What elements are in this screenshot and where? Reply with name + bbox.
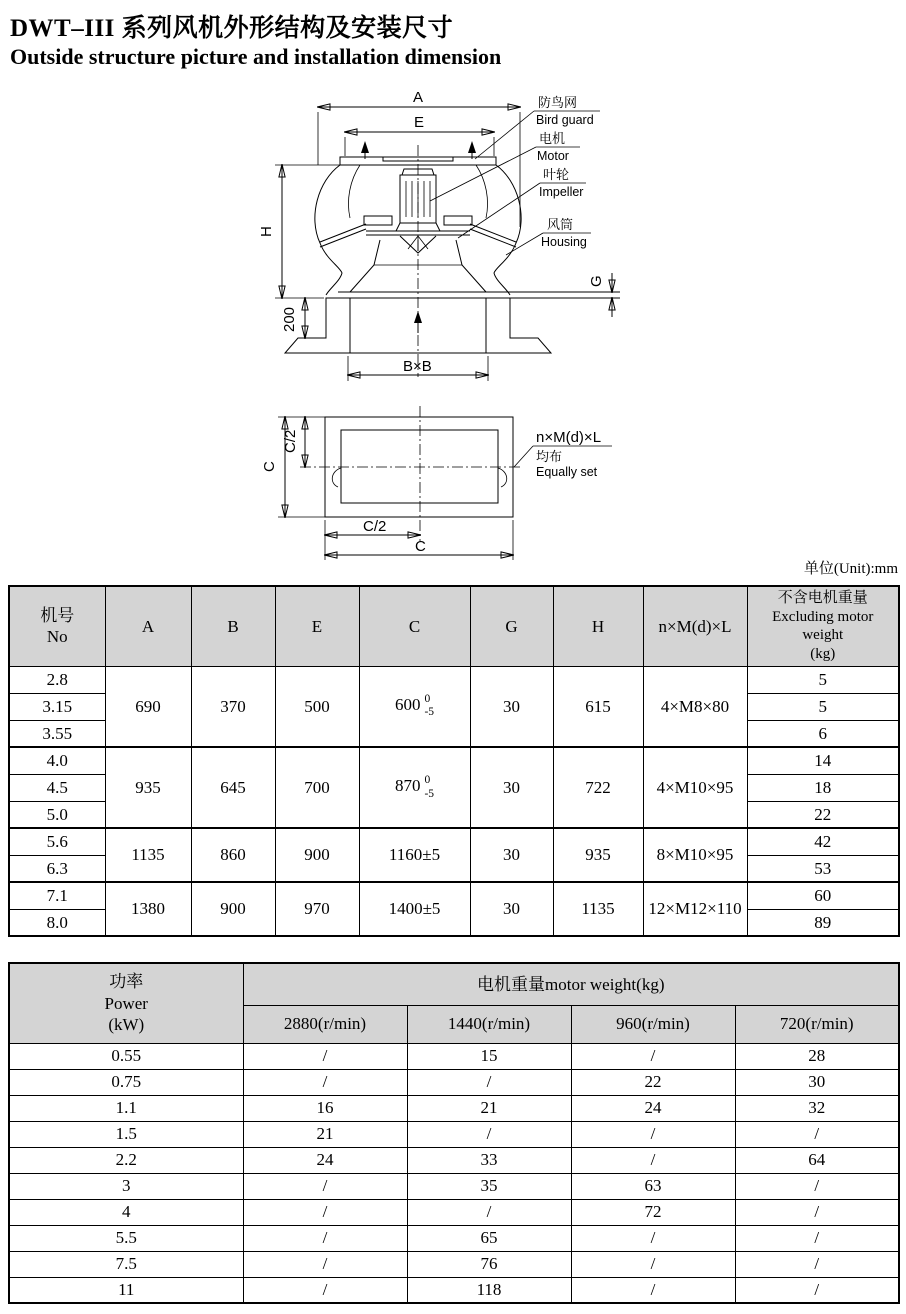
cell-e: 900 bbox=[275, 828, 359, 882]
cell-weight: 89 bbox=[747, 909, 899, 936]
header-power-en: Power bbox=[104, 993, 148, 1013]
fan-cross-section-drawing bbox=[250, 85, 650, 400]
cell-bolts: 4×M10×95 bbox=[643, 747, 747, 828]
header-fan-no-zh: 机号 bbox=[40, 606, 75, 625]
dim-label-C-bottom: C bbox=[415, 538, 426, 555]
dimension-table bbox=[8, 585, 900, 937]
header-power-zh: 功率 bbox=[109, 972, 144, 992]
cell-a: 935 bbox=[105, 747, 191, 828]
cell-fan-no: 3.15 bbox=[9, 693, 105, 720]
bolt-note-zh: 均布 bbox=[536, 449, 563, 464]
cell-weight: 5 bbox=[747, 666, 899, 693]
cell-b: 900 bbox=[191, 882, 275, 936]
cell-a: 690 bbox=[105, 666, 191, 747]
cell-fan-no: 6.3 bbox=[9, 855, 105, 882]
header-motor-weight: 电机重量motor weight(kg) bbox=[243, 963, 899, 1005]
cell-motor-weight-0: / bbox=[243, 1199, 407, 1225]
cell-h: 935 bbox=[553, 828, 643, 882]
motor-weight-row bbox=[9, 1069, 899, 1095]
cell-motor-weight-0: / bbox=[243, 1225, 407, 1251]
header-bolts: n×M(d)×L bbox=[643, 586, 747, 666]
housing-left-outline bbox=[315, 165, 342, 295]
cell-c: 600 0 -5 bbox=[359, 666, 470, 747]
dimension-table-row bbox=[9, 882, 899, 909]
motor-weight-row bbox=[9, 1199, 899, 1225]
cell-a: 1135 bbox=[105, 828, 191, 882]
cell-bolts: 4×M8×80 bbox=[643, 666, 747, 747]
header-fan-no-en: No bbox=[46, 627, 68, 647]
cell-motor-weight-3: / bbox=[735, 1199, 899, 1225]
cell-motor-weight-1: 15 bbox=[407, 1043, 571, 1069]
cell-power: 11 bbox=[9, 1277, 243, 1303]
cell-g: 30 bbox=[470, 828, 553, 882]
unit-note: 单位(Unit):mm bbox=[803, 561, 898, 577]
cell-b: 370 bbox=[191, 666, 275, 747]
cell-c: 870 0 -5 bbox=[359, 747, 470, 828]
label-bird-guard-zh: 防鸟网 bbox=[538, 95, 578, 110]
label-motor-zh: 电机 bbox=[539, 131, 566, 146]
dim-label-E: E bbox=[414, 114, 425, 131]
header-power-unit: (kW) bbox=[108, 1014, 145, 1034]
cell-fan-no: 4.5 bbox=[9, 774, 105, 801]
cell-motor-weight-3: / bbox=[735, 1251, 899, 1277]
header-weight-en2: weight bbox=[802, 627, 844, 644]
cell-c: 1160±5 bbox=[359, 828, 470, 882]
cell-power: 7.5 bbox=[9, 1251, 243, 1277]
cell-motor-weight-1: / bbox=[407, 1121, 571, 1147]
header-speed-1440: 1440(r/min) bbox=[407, 1005, 571, 1043]
cell-motor-weight-0: 21 bbox=[243, 1121, 407, 1147]
dimension-table-row bbox=[9, 666, 899, 693]
cell-motor-weight-2: / bbox=[571, 1147, 735, 1173]
cell-power: 0.55 bbox=[9, 1043, 243, 1069]
cell-weight: 60 bbox=[747, 882, 899, 909]
label-impeller-zh: 叶轮 bbox=[543, 167, 570, 182]
airflow-arrow-right bbox=[468, 141, 476, 153]
dim-label-200: 200 bbox=[281, 306, 298, 332]
cell-motor-weight-1: / bbox=[407, 1199, 571, 1225]
cell-g: 30 bbox=[470, 747, 553, 828]
cell-fan-no: 4.0 bbox=[9, 747, 105, 774]
cell-motor-weight-1: 76 bbox=[407, 1251, 571, 1277]
cell-e: 970 bbox=[275, 882, 359, 936]
cell-h: 1135 bbox=[553, 882, 643, 936]
motor-weight-row bbox=[9, 1147, 899, 1173]
cell-weight: 14 bbox=[747, 747, 899, 774]
dimension-table-row bbox=[9, 747, 899, 774]
cell-motor-weight-1: 35 bbox=[407, 1173, 571, 1199]
cell-bolts: 8×M10×95 bbox=[643, 828, 747, 882]
cell-g: 30 bbox=[470, 666, 553, 747]
cell-motor-weight-2: 72 bbox=[571, 1199, 735, 1225]
cell-motor-weight-1: 65 bbox=[407, 1225, 571, 1251]
housing-left-inner bbox=[348, 165, 360, 218]
cell-motor-weight-0: 16 bbox=[243, 1095, 407, 1121]
housing-right-outline bbox=[494, 165, 521, 295]
header-fan-no bbox=[9, 586, 105, 666]
label-impeller-en: Impeller bbox=[539, 185, 584, 199]
motor-weight-row bbox=[9, 1121, 899, 1147]
header-A: A bbox=[105, 586, 191, 666]
cell-motor-weight-2: / bbox=[571, 1251, 735, 1277]
motor-weight-table bbox=[8, 962, 900, 1304]
cell-weight: 22 bbox=[747, 801, 899, 828]
header-weight bbox=[747, 586, 899, 666]
dimension-table-body bbox=[9, 666, 899, 936]
motor-weight-row bbox=[9, 1225, 899, 1251]
cell-motor-weight-0: 24 bbox=[243, 1147, 407, 1173]
header-H: H bbox=[553, 586, 643, 666]
base-plan-drawing bbox=[260, 400, 620, 585]
base-plan-svg bbox=[260, 400, 620, 580]
dimension-table-header-row bbox=[9, 586, 899, 666]
break-hook-left bbox=[332, 468, 341, 487]
cell-power: 0.75 bbox=[9, 1069, 243, 1095]
cell-motor-weight-3: 64 bbox=[735, 1147, 899, 1173]
cell-c: 1400±5 bbox=[359, 882, 470, 936]
dim-label-C2-bottom: C/2 bbox=[363, 518, 387, 535]
cell-fan-no: 7.1 bbox=[9, 882, 105, 909]
cell-motor-weight-3: / bbox=[735, 1173, 899, 1199]
cell-weight: 5 bbox=[747, 693, 899, 720]
fan-cross-section-svg bbox=[250, 85, 650, 395]
cell-motor-weight-0: / bbox=[243, 1277, 407, 1303]
header-speed-720: 720(r/min) bbox=[735, 1005, 899, 1043]
cell-power: 2.2 bbox=[9, 1147, 243, 1173]
cell-motor-weight-2: / bbox=[571, 1121, 735, 1147]
cell-motor-weight-3: 32 bbox=[735, 1095, 899, 1121]
cell-motor-weight-1: 21 bbox=[407, 1095, 571, 1121]
cell-motor-weight-2: / bbox=[571, 1277, 735, 1303]
cell-motor-weight-2: / bbox=[571, 1043, 735, 1069]
cell-fan-no: 3.55 bbox=[9, 720, 105, 747]
cell-motor-weight-1: 33 bbox=[407, 1147, 571, 1173]
cell-motor-weight-2: 24 bbox=[571, 1095, 735, 1121]
cell-motor-weight-2: 63 bbox=[571, 1173, 735, 1199]
cell-motor-weight-1: / bbox=[407, 1069, 571, 1095]
left-bracket bbox=[364, 216, 392, 225]
tolerance-stack: 0 -5 bbox=[424, 693, 435, 719]
dim-label-C2-left: C/2 bbox=[282, 429, 299, 453]
dim-label-BxB: B×B bbox=[403, 358, 432, 375]
cell-h: 615 bbox=[553, 666, 643, 747]
base-right-column bbox=[486, 298, 551, 353]
cell-motor-weight-2: / bbox=[571, 1225, 735, 1251]
dimension-table-row bbox=[9, 828, 899, 855]
page-title-en: Outside structure picture and installation dimension bbox=[10, 44, 502, 69]
break-hook-right bbox=[498, 468, 507, 487]
motor-weight-row bbox=[9, 1095, 899, 1121]
cell-power: 1.1 bbox=[9, 1095, 243, 1121]
cell-motor-weight-0: / bbox=[243, 1251, 407, 1277]
cell-weight: 18 bbox=[747, 774, 899, 801]
cell-power: 5.5 bbox=[9, 1225, 243, 1251]
header-weight-en1: Excluding motor bbox=[772, 608, 874, 625]
label-housing-zh: 风筒 bbox=[547, 217, 574, 232]
cell-motor-weight-2: 22 bbox=[571, 1069, 735, 1095]
cell-bolts: 12×M12×110 bbox=[643, 882, 747, 936]
dim-label-A: A bbox=[413, 89, 424, 106]
cell-motor-weight-0: / bbox=[243, 1043, 407, 1069]
cell-power: 3 bbox=[9, 1173, 243, 1199]
cell-motor-weight-3: 30 bbox=[735, 1069, 899, 1095]
cell-fan-no: 5.6 bbox=[9, 828, 105, 855]
label-bird-guard-en: Bird guard bbox=[536, 113, 594, 127]
cell-motor-weight-1: 118 bbox=[407, 1277, 571, 1303]
header-C: C bbox=[359, 586, 470, 666]
right-bracket bbox=[444, 216, 472, 225]
cell-b: 645 bbox=[191, 747, 275, 828]
header-weight-en3: (kg) bbox=[810, 646, 836, 662]
cell-e: 700 bbox=[275, 747, 359, 828]
dim-label-H: H bbox=[258, 226, 275, 237]
header-G: G bbox=[470, 586, 553, 666]
cell-fan-no: 2.8 bbox=[9, 666, 105, 693]
cell-motor-weight-0: / bbox=[243, 1069, 407, 1095]
header-weight-zh: 不含电机重量 bbox=[777, 589, 868, 606]
label-housing-en: Housing bbox=[541, 235, 587, 249]
base-inner-rect bbox=[341, 430, 498, 503]
motor-weight-row bbox=[9, 1043, 899, 1069]
bolt-note-en: Equally set bbox=[536, 465, 598, 479]
airflow-arrow-left bbox=[361, 141, 369, 153]
airflow-arrow-base bbox=[414, 311, 422, 323]
dim-label-C-left: C bbox=[261, 461, 278, 472]
cell-motor-weight-3: / bbox=[735, 1225, 899, 1251]
cell-power: 4 bbox=[9, 1199, 243, 1225]
tolerance-stack: 0 -5 bbox=[424, 774, 435, 800]
cell-b: 860 bbox=[191, 828, 275, 882]
cell-g: 30 bbox=[470, 882, 553, 936]
cell-motor-weight-3: / bbox=[735, 1121, 899, 1147]
motor-weight-table-body bbox=[9, 1043, 899, 1303]
cell-weight: 53 bbox=[747, 855, 899, 882]
page-title-zh: DWT–III 系列风机外形结构及安装尺寸 bbox=[10, 15, 454, 42]
cell-a: 1380 bbox=[105, 882, 191, 936]
header-E: E bbox=[275, 586, 359, 666]
cell-power: 1.5 bbox=[9, 1121, 243, 1147]
motor-weight-header-row1 bbox=[9, 963, 899, 1005]
header-power bbox=[9, 963, 243, 1043]
cell-weight: 6 bbox=[747, 720, 899, 747]
cell-motor-weight-3: / bbox=[735, 1277, 899, 1303]
motor-weight-row bbox=[9, 1277, 899, 1303]
cell-weight: 42 bbox=[747, 828, 899, 855]
bolt-spec-label: n×M(d)×L bbox=[536, 429, 602, 446]
duct-right bbox=[456, 240, 486, 292]
cell-fan-no: 8.0 bbox=[9, 909, 105, 936]
cell-e: 500 bbox=[275, 666, 359, 747]
cell-motor-weight-3: 28 bbox=[735, 1043, 899, 1069]
cell-h: 722 bbox=[553, 747, 643, 828]
label-motor-en: Motor bbox=[537, 149, 569, 163]
motor-weight-row bbox=[9, 1251, 899, 1277]
cell-fan-no: 5.0 bbox=[9, 801, 105, 828]
dim-label-G: G bbox=[588, 275, 605, 287]
duct-left bbox=[350, 240, 380, 292]
motor-weight-row bbox=[9, 1173, 899, 1199]
header-speed-2880: 2880(r/min) bbox=[243, 1005, 407, 1043]
header-B: B bbox=[191, 586, 275, 666]
cell-motor-weight-0: / bbox=[243, 1173, 407, 1199]
header-speed-960: 960(r/min) bbox=[571, 1005, 735, 1043]
